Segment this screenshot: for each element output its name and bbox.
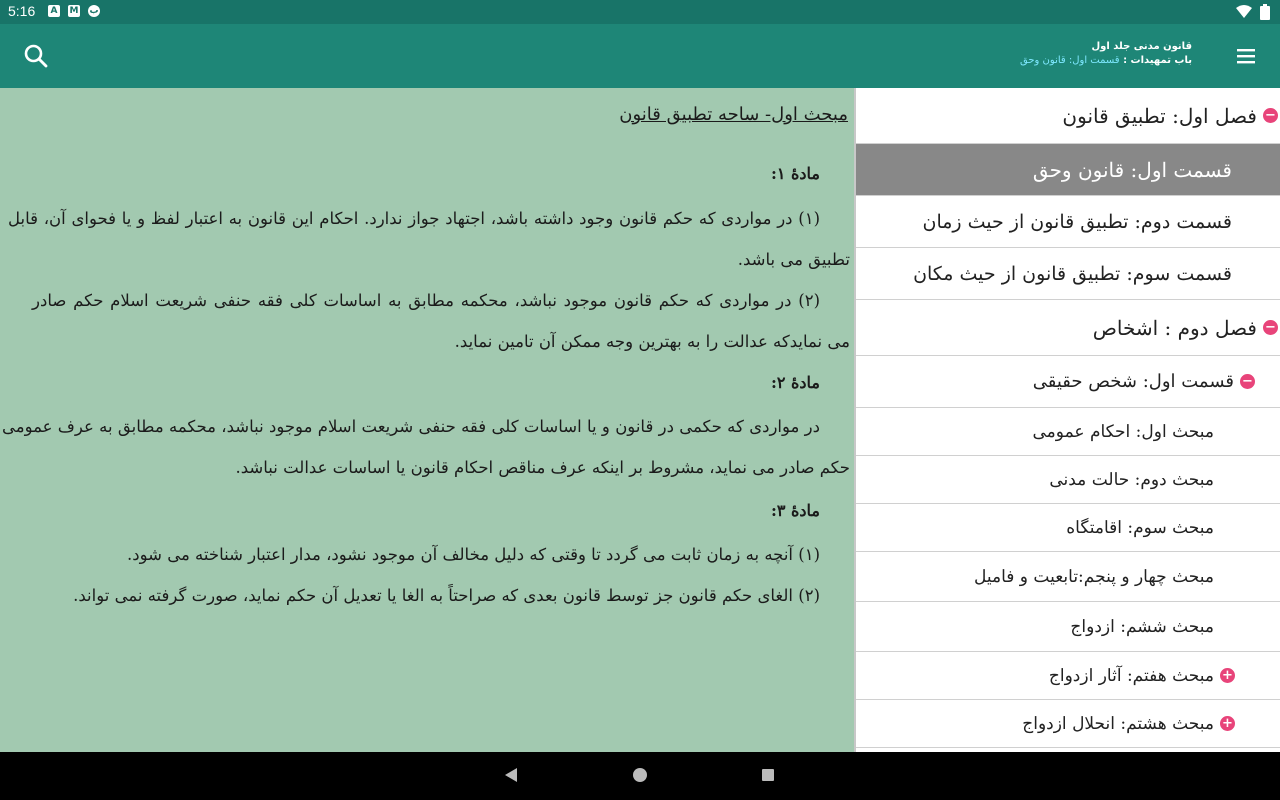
toc-section-3[interactable] (856, 248, 1280, 300)
article-2-para: در مواردی که حکمی در قانون و یا اساسات کلی فقه حنفی شریعت اسلام موجود نباشد، محکمه مطابق به عرف عمومی حکم صادر می نماید، مشروط بر اینکه عرف مناقص احکام قانون یا اساسات عدالت نباشد. (2, 417, 850, 477)
toc-label: قسمت دوم: تطبیق قانون از حیث زمان (922, 210, 1232, 233)
back-icon[interactable] (503, 766, 519, 784)
article-heading: مبحث اول- ساحه تطبیق قانون (619, 104, 848, 125)
app-bar (0, 24, 1280, 88)
toc-label: مبحث ششم: ازدواج (1070, 616, 1214, 637)
toc-topic-6[interactable] (856, 602, 1280, 652)
plus-icon[interactable]: + (1220, 668, 1235, 683)
article-content (0, 88, 854, 752)
toc-label: مبحث هشتم: انحلال ازدواج (1022, 713, 1214, 734)
toc-chapter-2[interactable] (856, 300, 1280, 356)
toc-label: فصل دوم : اشخاص (1092, 315, 1257, 340)
toc-topic-7[interactable] (856, 652, 1280, 700)
notification-icons (48, 5, 100, 17)
search-icon[interactable] (22, 42, 50, 70)
app-titles (1020, 40, 1192, 68)
home-icon[interactable] (632, 766, 648, 784)
minus-icon[interactable]: − (1263, 108, 1278, 123)
toc-label: مبحث سوم: اقامتگاه (1066, 517, 1214, 538)
toc-topic-1[interactable] (856, 408, 1280, 456)
article-3-para-2: (۲) الغای حکم قانون جز توسط قانون بعدی که صراحتاً به الغا یا تعدیل آن حکم نماید، صورت گرفته نمی تواند. (73, 586, 820, 605)
table-of-contents (854, 88, 1280, 752)
subtitle-prefix: باب تمهیدات : (1119, 55, 1192, 66)
toc-label: مبحث اول: احکام عمومی (1032, 421, 1214, 442)
minus-icon[interactable]: − (1240, 374, 1255, 389)
toc-topic-3[interactable] (856, 504, 1280, 552)
article-3-para-1: (۱) آنچه به زمان ثابت می گردد تا وقتی که دلیل مخالف آن موجود نشود، مدار اعتبار شناخته می شود. (127, 545, 820, 564)
status-bar (0, 0, 1280, 24)
article-1-label: مادۀ ۱: (770, 164, 820, 183)
toc-section-1-selected[interactable] (856, 144, 1280, 196)
toc-label: فصل اول: تطبیق قانون (1062, 103, 1257, 128)
app-title: قانون مدنی جلد اول (1091, 41, 1192, 52)
navigation-bar (0, 752, 1280, 800)
app-subtitle (1020, 54, 1192, 68)
a-notification-icon: A (48, 5, 60, 17)
toc-label: قسمت اول: قانون وحق (1032, 157, 1232, 182)
subtitle-highlight: قسمت اول: قانون وحق (1020, 55, 1120, 66)
toc-label: مبحث چهار و پنجم:تابعیت و فامیل (973, 566, 1214, 587)
toc-section-person[interactable] (856, 356, 1280, 408)
recents-icon[interactable] (760, 766, 776, 784)
app-notification-icon: ب (89, 6, 99, 16)
plus-icon[interactable]: + (1220, 716, 1235, 731)
toc-label: مبحث دوم: حالت مدنی (1049, 469, 1214, 490)
menu-icon[interactable] (1234, 44, 1258, 68)
status-time: 5:16 (8, 3, 36, 19)
battery-icon (1260, 4, 1270, 20)
toc-label: مبحث هفتم: آثار ازدواج (1048, 665, 1214, 686)
toc-label: قسمت سوم: تطبیق قانون از حیث مکان (913, 262, 1232, 285)
toc-label: قسمت اول: شخص حقیقی (1032, 371, 1234, 392)
article-2-label: مادۀ ۲: (770, 373, 820, 392)
wifi-icon (1236, 5, 1252, 19)
gmail-icon: M (69, 6, 79, 16)
article-1-para-1: (۱) در مواردی که حکم قانون وجود داشته باشد، اجتهاد جواز ندارد. احکام این قانون به اعتبار لفظ و یا فحوای آن، قابل تطبیق می باشد. (8, 209, 850, 269)
toc-topic-2[interactable] (856, 456, 1280, 504)
article-1-para-2: (۲) در مواردی که حکم قانون موجود نباشد، محکمه مطابق به اساسات کلی فقه حنفی شریعت اسلام حکم صادر می نمایدکه عدالت را به بهترین وجه ممکن آن تامین نماید. (32, 291, 850, 351)
toc-topic-4-5[interactable] (856, 552, 1280, 602)
system-icons (1236, 4, 1270, 20)
toc-section-2[interactable] (856, 196, 1280, 248)
minus-icon[interactable]: − (1263, 320, 1278, 335)
toc-topic-8[interactable] (856, 700, 1280, 748)
article-3-label: مادۀ ۳: (770, 501, 820, 520)
toc-chapter-1[interactable] (856, 88, 1280, 144)
